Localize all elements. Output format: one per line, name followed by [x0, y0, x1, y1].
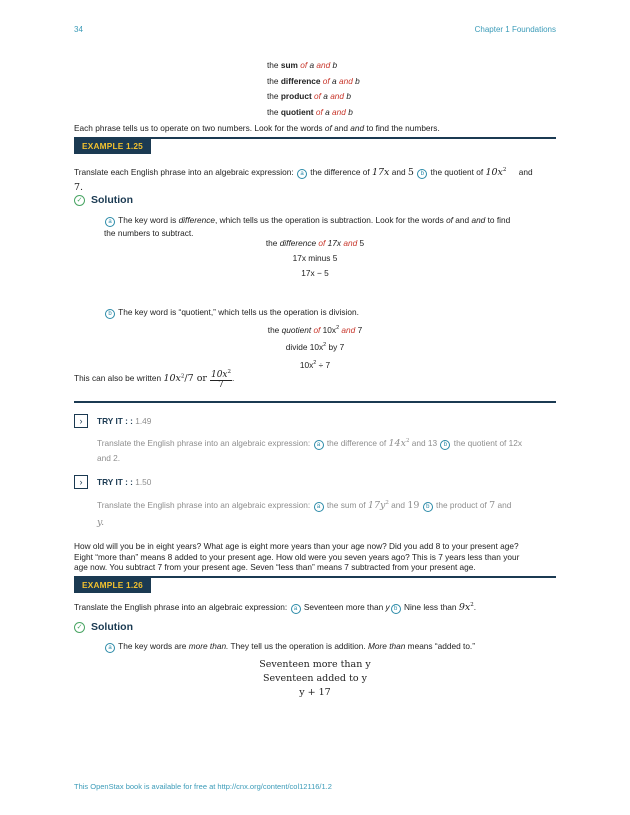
intro-word-of: of: [324, 123, 332, 133]
phrase-quotient: [267, 105, 360, 121]
sol-text: means “added to.”: [405, 641, 475, 651]
step-and: and: [339, 324, 358, 335]
phrase-and: and: [336, 75, 356, 86]
sol-keyword: more than.: [188, 641, 229, 651]
math-7: 7: [489, 499, 496, 511]
var-b: b: [346, 91, 351, 101]
step-2: [74, 338, 556, 355]
prompt-text: Seventeen more than: [301, 602, 386, 612]
step-exponent: 2: [336, 325, 340, 331]
math-y: y.: [97, 516, 105, 528]
solution-a-steps: [74, 236, 556, 281]
phrase-and: and: [327, 91, 347, 101]
phrase-key: sum: [280, 60, 298, 70]
phrase-key: product: [280, 91, 312, 101]
math-exponent: 2: [385, 500, 389, 506]
numerator-text: 10x: [210, 370, 228, 380]
step-text: ÷ 7: [316, 359, 331, 370]
step-10x: 10x: [322, 324, 337, 335]
solution-heading: Solution: [91, 194, 133, 206]
try-number: 1.50: [132, 477, 152, 487]
try-text: the sum of: [324, 499, 368, 510]
step-5: 5: [359, 238, 365, 248]
marker-b-icon: b: [440, 440, 450, 450]
step-1: [74, 321, 556, 338]
math-10x2: 10x: [485, 166, 503, 178]
sol-text: They tell us the operation is addition.: [228, 641, 368, 651]
paragraph-line: How old will you be in eight years? What age is eight more years than your age now? Did you add 8 to your present age?: [74, 541, 519, 551]
phrase-difference: [267, 74, 360, 90]
try-label: TRY IT : :: [97, 416, 133, 426]
chevron-right-icon[interactable]: ›: [74, 475, 88, 489]
phrase-of: of: [313, 106, 326, 117]
marker-b-icon: b: [391, 604, 401, 614]
phrase-of: of: [311, 91, 324, 101]
solution-b-text: [104, 307, 359, 319]
example-badge-1-26: EXAMPLE 1.26: [74, 578, 151, 593]
chapter-title[interactable]: Chapter 1 Foundations: [474, 25, 556, 34]
try-it-1-50-body: [97, 495, 557, 531]
prompt-text: and: [516, 166, 533, 177]
sol-text: , which tells us the operation is subtraction. Look for the words: [215, 215, 447, 225]
marker-b-icon: b: [105, 309, 115, 319]
math-exponent: 2: [502, 167, 507, 173]
step-text: by 7: [326, 342, 345, 353]
phrase-and: and: [329, 106, 349, 117]
phrase-key: quotient: [280, 106, 314, 117]
marker-a-icon: a: [314, 502, 324, 512]
math-fraction: [210, 368, 235, 390]
paragraph-line: age now. You subtract 7 from your present age. Seven “less than” means 7 subtracted from your present age.: [74, 562, 476, 572]
chevron-right-icon[interactable]: ›: [74, 414, 88, 428]
step-exponent: 2: [323, 342, 327, 349]
var-a: a: [309, 60, 315, 70]
math-10x2: 10x: [163, 373, 181, 385]
var-b: b: [348, 106, 353, 117]
phrase-and: and: [314, 60, 333, 70]
phrase-sum: [267, 58, 360, 74]
intro-text: and: [331, 123, 351, 133]
math-17x: 17x: [371, 166, 390, 178]
math-9x2: 9x: [458, 602, 471, 613]
check-icon: ✓: [74, 195, 85, 206]
step-3: y + 17: [299, 687, 331, 698]
step-and: and: [341, 238, 360, 248]
try-it-1-49-heading: [97, 416, 151, 426]
prompt-text: Nine less than: [401, 602, 459, 612]
prompt-text: and: [389, 166, 408, 177]
try-it-1-50-heading: [97, 477, 151, 487]
phrase-list: [267, 58, 360, 120]
marker-a-icon: a: [105, 643, 115, 653]
check-icon: ✓: [74, 622, 85, 633]
phrase-lead: the: [267, 75, 281, 86]
sol-keyword: difference: [178, 215, 215, 225]
step-of: of: [316, 238, 328, 248]
step-text: divide 10x: [285, 342, 324, 353]
numerator-exponent: 2: [227, 369, 232, 375]
sol-text: to find: [485, 215, 511, 225]
step-keyword: quotient: [281, 324, 312, 335]
var-a: a: [325, 106, 330, 117]
try-text: the difference of: [324, 437, 389, 448]
marker-a-icon: a: [314, 440, 324, 450]
prompt-text: Translate the English phrase into an algebraic expression:: [74, 602, 290, 612]
section-rule: [74, 401, 556, 403]
period: .: [473, 602, 477, 612]
try-text: and: [495, 499, 512, 510]
var-a: a: [323, 91, 328, 101]
paragraph-line: Eight “more than” means 8 added to your present age. How old were you seven years ago? This is 7 years less than your: [74, 551, 520, 562]
intro-text: to find the numbers.: [364, 123, 440, 133]
sol-keyword: of: [446, 215, 453, 225]
try-text: Translate the English phrase into an algebraic expression:: [97, 437, 313, 448]
step-of: of: [311, 324, 323, 335]
also-text: This can also be written: [74, 373, 164, 384]
step-text: the: [267, 324, 282, 335]
prompt-text: the quotient of: [428, 166, 486, 177]
phrase-lead: the: [267, 91, 281, 101]
intro-word-and: and: [350, 123, 365, 133]
math-or: or: [193, 373, 210, 385]
math-exponent: 2: [470, 602, 474, 609]
var-b: b: [332, 60, 338, 70]
try-number: 1.49: [132, 416, 152, 426]
math-exponent: 2: [180, 373, 185, 380]
step-2: Seventeen added to y: [263, 673, 367, 684]
try-text: the product of: [433, 499, 490, 510]
try-text: and: [388, 499, 408, 510]
math-y: y: [385, 602, 390, 612]
try-text: and 13: [409, 437, 440, 448]
phrase-of: of: [297, 60, 310, 70]
sol-text: and: [452, 215, 472, 225]
example-1-25-prompt: [74, 163, 556, 195]
step-text: the: [265, 238, 280, 248]
period: .: [232, 373, 235, 384]
math-7: 7.: [74, 181, 84, 193]
phrase-lead: the: [267, 106, 281, 117]
var-a: a: [332, 75, 337, 86]
step-1: [74, 236, 556, 251]
try-text: and 2.: [97, 452, 121, 463]
try-text: the quotient of 12x: [451, 437, 523, 448]
sol-text: The key word is “quotient,” which tells us the operation is division.: [116, 307, 359, 317]
example-badge-1-25: EXAMPLE 1.25: [74, 139, 151, 154]
try-it-1-49-body: [97, 434, 557, 466]
math-14x2: 14x: [388, 437, 406, 449]
math-slash-7: /7: [184, 373, 194, 385]
step-1: Seventeen more than y: [259, 659, 371, 670]
step-keyword: difference: [279, 238, 317, 248]
step-text: 10x: [299, 359, 314, 370]
sol-text: the numbers to subtract.: [104, 228, 194, 238]
step-3: 17x − 5: [301, 268, 329, 278]
marker-b-icon: b: [423, 502, 433, 512]
sol-keyword: and: [471, 215, 486, 225]
math-5: 5: [407, 166, 414, 178]
intro-text: Each phrase tells us to operate on two numbers. Look for the words: [74, 123, 325, 133]
marker-a-icon: a: [105, 217, 115, 227]
also-written: [74, 368, 234, 390]
prompt-text: the difference of: [308, 166, 372, 177]
fraction-denominator: 7: [218, 380, 224, 390]
math-19: 19: [407, 499, 420, 511]
sol-text: The key word is: [116, 215, 179, 225]
phrase-key: difference: [280, 75, 321, 86]
step-7: 7: [357, 324, 363, 335]
prompt-text: Translate each English phrase into an algebraic expression:: [74, 166, 296, 177]
marker-a-icon: a: [297, 169, 307, 179]
solution-126-steps: [74, 658, 556, 700]
step-2: 17x minus 5: [292, 253, 338, 263]
solution-heading: Solution: [91, 621, 133, 633]
sol-text: The key words are: [116, 641, 189, 651]
solution-b-steps: [74, 321, 556, 373]
page-number: 34: [74, 25, 83, 34]
try-text: Translate the English phrase into an algebraic expression:: [97, 499, 313, 510]
math-exponent: 2: [405, 438, 410, 444]
example-1-26-prompt: [74, 602, 476, 614]
intro-sentence: [74, 123, 440, 133]
step-exponent: 2: [313, 359, 317, 366]
var-b: b: [355, 75, 360, 86]
age-paragraph: [74, 541, 564, 573]
math-17y2: 17y: [367, 499, 386, 511]
phrase-lead: the: [267, 60, 281, 70]
solution-126-a-text: [104, 641, 475, 653]
marker-a-icon: a: [291, 604, 301, 614]
try-label: TRY IT : :: [97, 477, 133, 487]
phrase-of: of: [320, 75, 333, 86]
sol-keyword: More than: [368, 641, 406, 651]
footer-link[interactable]: This OpenStax book is available for free at http://cnx.org/content/col12116/1.2: [74, 782, 332, 791]
phrase-product: [267, 89, 360, 105]
marker-b-icon: b: [417, 169, 427, 179]
step-17x: 17x: [327, 238, 342, 248]
